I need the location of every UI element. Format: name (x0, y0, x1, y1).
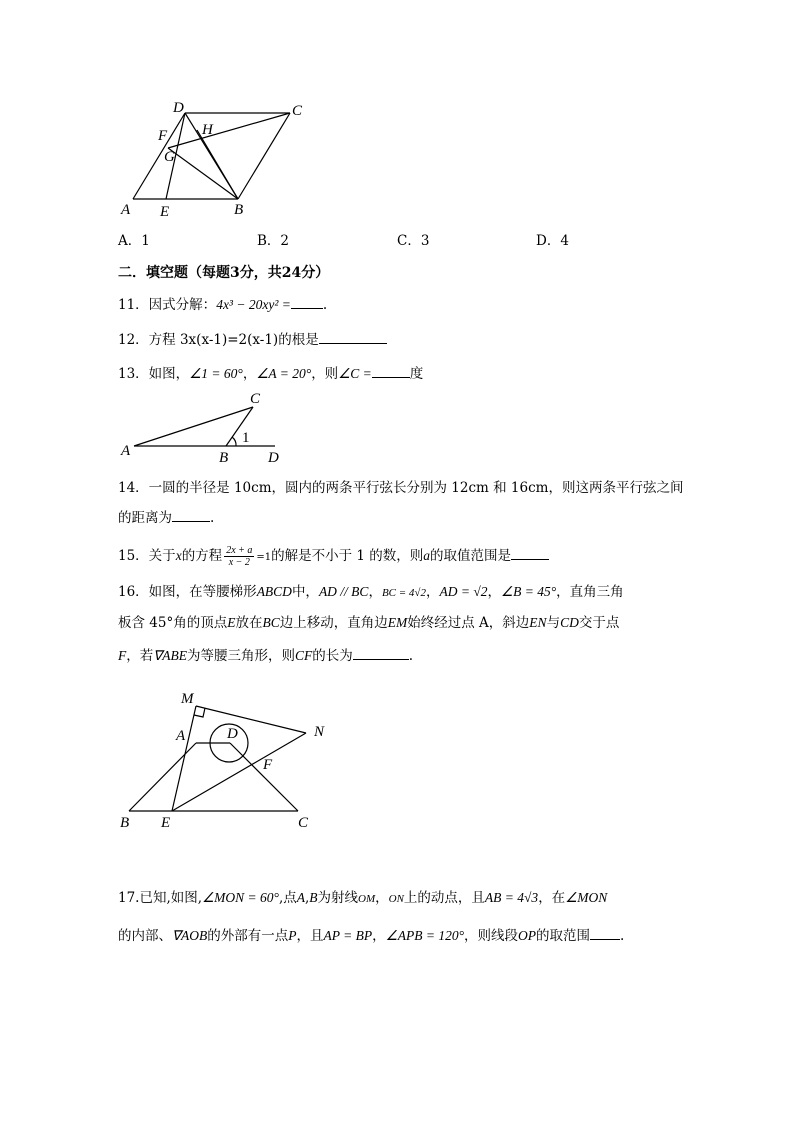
q11-suffix: . (322, 297, 328, 313)
label-M: M (181, 691, 194, 707)
q17-text: 上的动点，且 (403, 890, 485, 906)
q16-text: ，直角三角 (556, 584, 624, 600)
label-B: B (120, 815, 130, 831)
q17-math: ∇AOB (172, 928, 208, 943)
label-G: G (164, 149, 175, 165)
q13-prefix: 13．如图， (118, 366, 190, 382)
q13-sep: ， (242, 366, 257, 382)
q17-math: B (309, 890, 318, 905)
label-H: H (202, 122, 213, 138)
label-E: E (160, 204, 170, 220)
q16-text: 板含 45°角的顶点 (118, 615, 228, 631)
q17-text: 的外部有一点 (207, 928, 289, 944)
q16-math: ∠B = 45° (500, 584, 557, 599)
q17-text: 的取范围 (536, 928, 590, 944)
q13-cond2: ∠A = 20° (256, 366, 312, 381)
q17-math: ON (388, 893, 404, 905)
q15-var2: a (423, 548, 431, 563)
q16-text: ，若 (126, 648, 154, 664)
option-a[interactable]: A．1 (118, 233, 150, 249)
label-angle-1: 1 (242, 430, 250, 446)
q15-eq: =1 (256, 552, 272, 563)
label-F: F (158, 128, 168, 144)
q15-prefix: 15．关于 (118, 548, 176, 564)
q17-math: OM (358, 893, 376, 905)
question-17-line2 (118, 927, 624, 945)
q13-mid: ，则 (311, 366, 339, 382)
q15-mid: 的方程 (181, 548, 223, 564)
q16-text: ， (425, 584, 440, 600)
question-17-line1 (118, 889, 607, 908)
q17-text: ,点 (278, 890, 297, 906)
q16-math: AD // BC (318, 584, 369, 599)
q16-text: . (408, 648, 414, 664)
q11-expr: 4x³ − 20xy² = (216, 297, 291, 312)
q13-ask: ∠C = (338, 366, 372, 381)
q15-text2: 的解是不小于 1 的数，则 (271, 548, 424, 564)
q11-prefix: 11．因式分解： (118, 297, 217, 313)
q16-text: 放在 (235, 615, 263, 631)
q17-math: AP = BP (323, 928, 373, 943)
q16-math: F (118, 648, 127, 663)
q16-math: AD = √2 (439, 584, 488, 599)
q12-text: 12．方程 3x(x-1)=2(x-1)的根是 (118, 332, 319, 348)
q17-math: OP (518, 928, 536, 943)
q16-text: 的长为 (312, 648, 353, 664)
option-d[interactable]: D．4 (536, 233, 569, 249)
q17-text: 的内部、 (118, 928, 172, 944)
q17-math: P (288, 928, 297, 943)
q17-text: ，在 (538, 890, 566, 906)
label-A: A (176, 728, 186, 744)
q16-text: 与 (546, 615, 561, 631)
q16-math: ∇ABE (153, 648, 188, 663)
q17-math: AB = 4√3 (484, 890, 539, 905)
q16-math: ABCD (256, 584, 292, 599)
q17-text: 17.已知,如图, (118, 890, 203, 906)
q17-text: . (620, 928, 625, 944)
q16-text: 边上移动，直角边 (279, 615, 388, 631)
q16-math: CF (295, 648, 313, 663)
q16-text: 为等腰三角形，则 (187, 648, 296, 664)
q16-text: 始终经过点 A，斜边 (407, 615, 530, 631)
question-14-line1: 14．一圆的半径是 10cm，圆内的两条平行弦长分别为 12cm 和 16cm，则这两条平行弦之间 (118, 480, 684, 496)
label-D: D (173, 100, 184, 116)
q15-var: x (175, 548, 182, 563)
option-b[interactable]: B．2 (257, 233, 290, 249)
label-A: A (121, 443, 131, 459)
label-B: B (219, 450, 229, 466)
q17-math: A (296, 890, 305, 905)
label-F: F (263, 757, 273, 773)
q17-math: ∠APB = 120° (385, 928, 464, 943)
label-N: N (314, 724, 325, 740)
seg-MN (196, 706, 306, 733)
q14-suffix: . (210, 510, 215, 526)
q16-math: E (227, 615, 236, 630)
q17-math: ∠MON (565, 890, 608, 905)
q16-math: BC = 4√2 (381, 587, 426, 599)
q14-prefix: 的距离为 (118, 510, 172, 526)
q17-text: 为射线 (317, 890, 359, 906)
label-D: D (227, 726, 238, 742)
q17-text: , (304, 890, 310, 906)
q13-suffix: 度 (409, 366, 424, 382)
q16-math: CD (560, 615, 579, 630)
q17-answer-blank[interactable] (590, 939, 620, 940)
q16-text: 中， (291, 584, 319, 600)
q17-math: ∠MON = 60° (202, 890, 279, 905)
q13-cond1: ∠1 = 60° (189, 366, 243, 381)
seg-EM (172, 706, 196, 811)
option-c[interactable]: C．3 (397, 233, 430, 249)
seg-AB (129, 743, 196, 811)
label-A: A (121, 202, 131, 218)
q16-math: EN (529, 615, 547, 630)
q15-denominator: x − 2 (228, 557, 250, 568)
label-C: C (298, 815, 309, 831)
q16-text: ， (487, 584, 501, 600)
q16-text: ， (368, 584, 382, 600)
q16-text: 16．如图，在等腰梯形 (118, 584, 257, 600)
label-C: C (292, 103, 303, 119)
label-D: D (268, 450, 279, 466)
q17-text: ， (372, 928, 386, 944)
q17-text: ， (375, 890, 389, 906)
section-title: 二．填空题（每题3分，共24分） (118, 265, 330, 281)
label-B: B (234, 202, 244, 218)
seg-DC (230, 743, 298, 811)
label-C: C (250, 391, 261, 407)
q15-text3: 的取值范围是 (430, 548, 512, 564)
q16-math: BC (262, 615, 280, 630)
q17-text: ，则线段 (464, 928, 518, 944)
q17-text: ，且 (296, 928, 324, 944)
q15-numerator: 2x + a (226, 545, 253, 556)
q16-text: 交于点 (578, 615, 620, 631)
q16-math: EM (387, 615, 408, 630)
label-E: E (161, 815, 171, 831)
